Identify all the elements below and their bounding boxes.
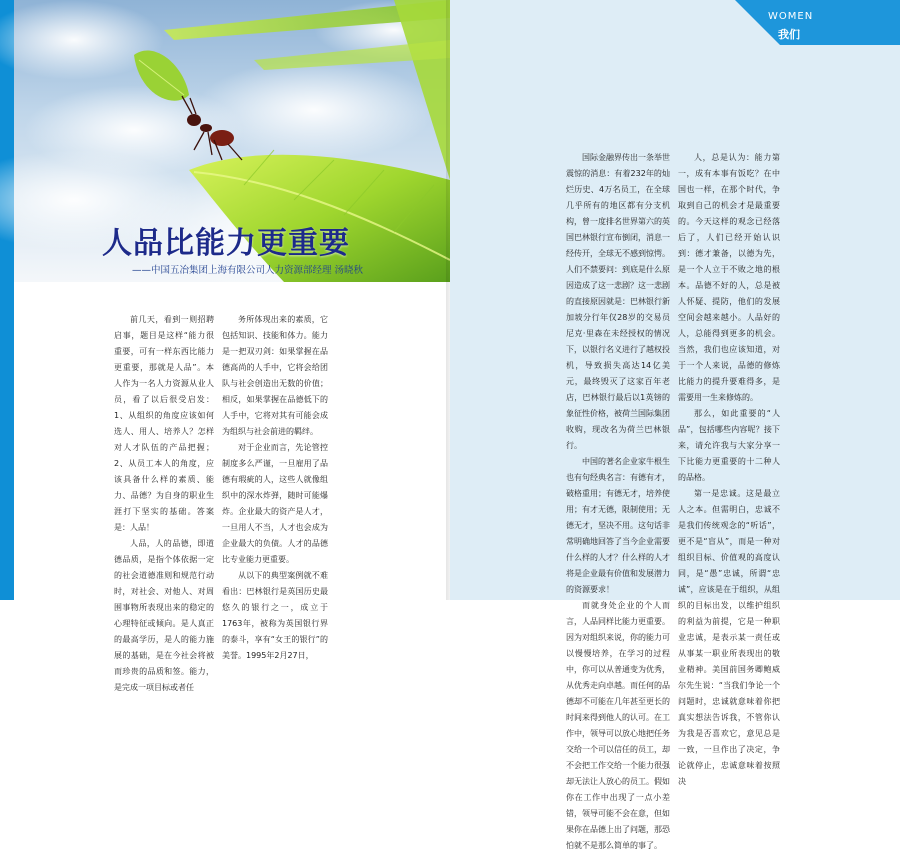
paragraph: 第一是忠诚。这是最立人之本。但需明白，忠诚不是我们传统观念的“听话”，更不是“盲从”，而是一种对组织目标、价值观的高度认同，是“愚”忠诚，所谓“忠诚”，应该是在于组织，从组织的目标出发，以维护组织的利益为前提，它是一种职业忠诚，是表示某一责任或从事某一职业所表现出的敬业精神。美国前国务卿鲍威尔先生说：“当我们争论一个问题时，忠诚就意味着你把真实想法告诉我，不管你认为我是否喜欢它，意见总是一致，一旦作出了决定，争论就停止，忠诚意味着按照决 bbox=[678, 489, 780, 786]
paragraph: 国际金融界传出一条举世震惊的消息：有着232年的灿烂历史、4万名员工，在全球几乎所有的地区都有分支机构，曾一度排名世界第六的英国巴林银行宣布倒闭，消息一经传开，全球无不感到惊愕。人们不禁要问：到底是什么原因造成了这一悲剧？这一悲剧的直接原因就是：巴林银行新加坡分行年仅28岁的交易员尼克·里森在未经授权的情况下，以银行名义进行了越权投机，导致损失高达14亿美元，最终毁灭了这家百年老店，巴林银行最后以1英镑的象征性价格，被荷兰国际集团收购，现改名为荷兰巴林银行。 bbox=[566, 153, 670, 450]
paragraph: 那么，如此重要的“人品”，包括哪些内容呢？接下来，请允许我与大家分享一下比能力更重要的十二种人的品格。 bbox=[678, 409, 780, 482]
article-byline: ——中国五冶集团上海有限公司人力资源部经理 汤晓秋 bbox=[132, 265, 364, 276]
paragraph: 人，总是认为：能力第一，成有本事有饭吃？在中国也一样，在那个时代，争取到自己的机会才是最重要的。今天这样的观念已经落后了，人们已经开始认识到：德才兼备，以德为先，是一个人立于不败之地的根本。品德不好的人，总是被人怀疑、提防，他们的发展空间会越来越小。人品好的人，总能得到更多的机会。当然，我们也应该知道，对于一个人来说，品德的修炼比能力的提升要难得多，是需要用一生来修炼的。 bbox=[678, 153, 780, 402]
paragraph: 中国的著名企业家牛根生也有句经典名言：有德有才，破格重用；有德无才，培养使用；有才无德，限制使用；无德无才，坚决不用。这句话非常明确地回答了当今企业需要什么样的人才？什么样的人才将是企业最有价值和发展潜力的资源要求！ bbox=[566, 457, 670, 594]
right-page bbox=[450, 0, 900, 600]
paragraph: 人品，人的品德，即道德品质，是指个体依据一定的社会道德准则和规范行动时，对社会、对他人、对周围事物所表现出来的稳定的心理特征或倾向。是人真正的最高学历，是人的能力施展的基础，是在今社会将被而珍贵的品质和签。能力，是完成一项目标或者任 bbox=[114, 539, 214, 692]
blue-sidebar bbox=[0, 0, 14, 600]
article-headline: 人品比能力更重要 bbox=[102, 226, 350, 261]
right-column-2 bbox=[678, 150, 780, 786]
section-label-en: WOMEN bbox=[768, 11, 814, 22]
right-column-1 bbox=[566, 150, 670, 850]
left-column-2 bbox=[222, 312, 328, 660]
left-page bbox=[0, 0, 450, 692]
left-column-1 bbox=[114, 312, 214, 692]
section-badge bbox=[735, 0, 900, 45]
paragraph: 而就身处企业的个人而言，人品同样比能力更重要。因为对组织来说，你的能力可以慢慢培养，在学习的过程中，你可以从普通变为优秀，从优秀走向卓越。而任何的品德却不可能在几年甚至更长的时间来得到他人的认可。在工作中，领导可以放心地把任务交给一个可以信任的员工，却不会把工作交给一个能力很强却无法让人放心的员工。假如你在工作中出现了一点小差错，领导可能不会在意，但如果你在品德上出了问题，那恐怕就不是那么简单的事了。 bbox=[566, 601, 670, 850]
paragraph: 对于企业而言，先论管控制度多么严谨，一旦雇用了品德有瑕疵的人，这些人就像组织中的深水炸弹，随时可能爆炸。企业最大的资产是人才，一旦用人不当，人才也会成为企业最大的负债。人才的品德比专业能力更重要。 bbox=[222, 443, 328, 564]
section-label-cn: 我们 bbox=[778, 28, 800, 41]
paragraph: 务所体现出来的素质，它包括知识、技能和体力。能力是一把双刃剑：如果掌握在品德高尚的人手中，它将会给团队与社会创造出无数的价值；相反，如果掌握在品德低下的人手中，它将对其有可能会成为组织与社会前进的羁绊。 bbox=[222, 315, 328, 436]
paragraph: 从以下的典型案例就不难看出：巴林银行是英国历史最悠久的银行之一，成立于1763年，被称为英国银行界的泰斗，享有“女王的银行”的美誉。1995年2月27日， bbox=[222, 571, 328, 660]
paragraph: 前几天，看到一则招聘启事，题目是这样“能力很重要，可有一样东西比能力更重要，那就是人品”。本人作为一名人力资源从业人员，看了以后很受启发：1、从组织的角度应该如何选人、用人、培养人？怎样对人才队伍的产品把握；2、从员工本人的角度，应该具备什么样的素质、能力、品德？为自身的职业生涯打下坚实的基础。答案是：人品！ bbox=[114, 315, 214, 532]
